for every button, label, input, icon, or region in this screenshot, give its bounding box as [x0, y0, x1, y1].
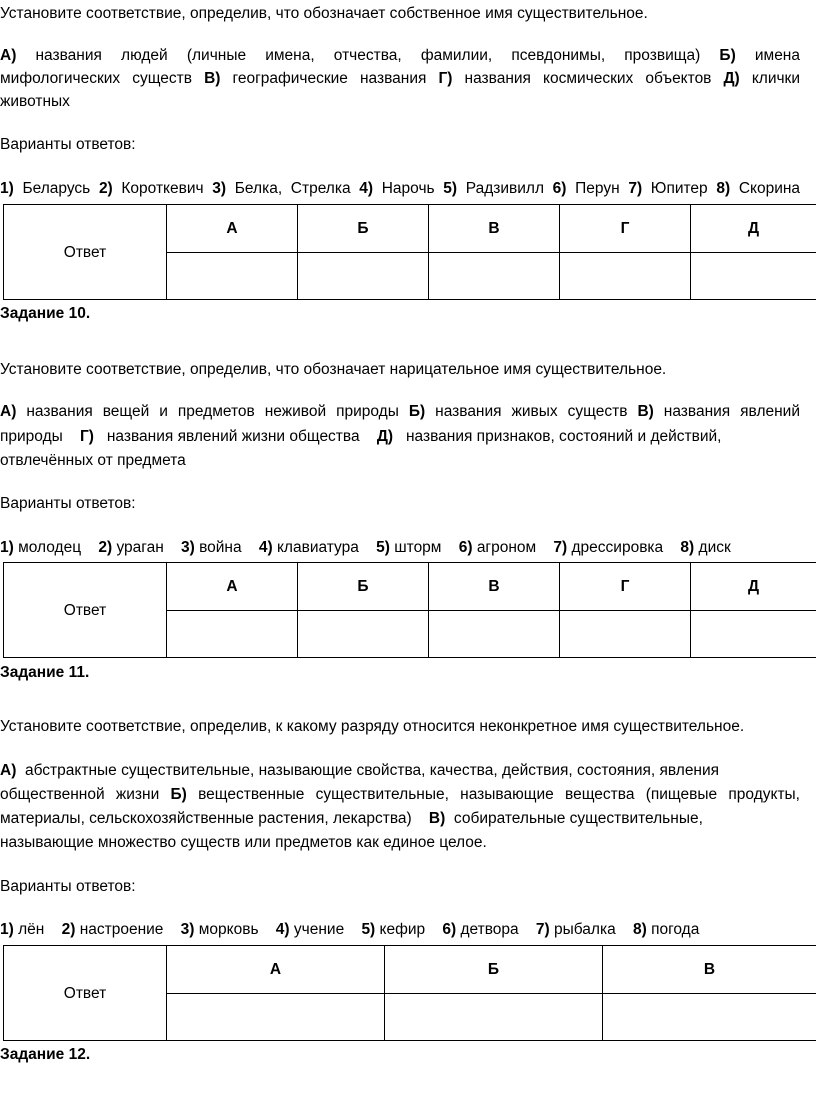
- answer-cell-d[interactable]: [691, 611, 816, 658]
- task9-options: [0, 177, 800, 200]
- task10-options: [0, 536, 740, 559]
- column-header-b: Б: [298, 563, 429, 611]
- task11-answer-table: [3, 945, 816, 1041]
- answer-cell-a[interactable]: [167, 253, 298, 300]
- cat-key: В): [204, 70, 221, 87]
- option-number: 7): [628, 180, 643, 197]
- column-header-b: Б: [385, 946, 603, 994]
- cat-text: называющие множество существ или предметов как единое целое.: [0, 834, 487, 851]
- answer-cell-v[interactable]: [429, 253, 560, 300]
- option-text: Юпитер: [650, 180, 708, 197]
- option-text: Радзивилл: [465, 180, 544, 197]
- option-number: 7): [535, 921, 550, 938]
- cat-text: названия явлений: [663, 403, 800, 420]
- option-text: диск: [698, 539, 731, 556]
- cat-key: Б): [719, 47, 736, 64]
- cat-text: природы: [0, 428, 63, 445]
- option-text: рыбалка: [554, 921, 616, 938]
- option-number: 8): [632, 921, 647, 938]
- cat-text: названия явлений жизни общества: [106, 428, 360, 445]
- column-header-v: В: [603, 946, 816, 994]
- option-text: Перун: [575, 180, 620, 197]
- task11-category-line-3: [0, 807, 790, 830]
- answer-cell-g[interactable]: [560, 253, 691, 300]
- option-number: 4): [359, 180, 374, 197]
- column-header-d: Д: [691, 205, 816, 253]
- answer-cell-b[interactable]: [298, 611, 429, 658]
- cat-key: В): [637, 403, 654, 420]
- answer-cell-g[interactable]: [560, 611, 691, 658]
- option-number: 3): [212, 180, 227, 197]
- option-text: Беларусь: [22, 180, 91, 197]
- task11-variants-label: Варианты ответов:: [0, 878, 136, 895]
- option-number: 5): [376, 539, 390, 556]
- cat-key: А): [0, 403, 17, 420]
- option-number: 5): [361, 921, 376, 938]
- option-number: 2): [98, 539, 113, 556]
- task9-variants-label: Варианты ответов:: [0, 136, 136, 153]
- cat-key: Г): [438, 70, 453, 87]
- task10-intro: Установите соответствие, определив, что обозначает нарицательное имя существительное.: [0, 361, 667, 378]
- cat-text: имена: [754, 47, 800, 64]
- cat-text: вещественные существительные, называющие вещества (пищевые продукты,: [198, 786, 800, 803]
- cat-text: названия признаков, состояний и действий,: [405, 428, 722, 445]
- column-header-a: А: [167, 205, 298, 253]
- option-number: 1): [0, 921, 14, 938]
- cat-text: клички: [751, 70, 801, 87]
- column-header-v: В: [429, 563, 560, 611]
- task11-category-line-1: [0, 759, 790, 782]
- task9-category-line-1: [0, 44, 800, 67]
- answer-label: Ответ: [4, 946, 167, 1041]
- option-number: 2): [61, 921, 76, 938]
- cat-text: собирательные существительные,: [453, 810, 703, 827]
- option-number: 7): [553, 539, 568, 556]
- answer-cell-b[interactable]: [385, 994, 603, 1041]
- option-number: 4): [275, 921, 290, 938]
- option-text: учение: [293, 921, 345, 938]
- cat-text: абстрактные существительные, называющие свойства, качества, действия, состояния, явления: [24, 762, 720, 779]
- cat-text: названия вещей и предметов неживой природы: [26, 403, 399, 420]
- column-header-b: Б: [298, 205, 429, 253]
- task11-title: Задание 11.: [0, 664, 90, 681]
- option-text: шторм: [394, 539, 442, 556]
- answer-label: Ответ: [4, 563, 167, 658]
- cat-key: А): [0, 762, 17, 779]
- option-text: кефир: [379, 921, 426, 938]
- task10-title: Задание 10.: [0, 305, 91, 322]
- option-text: агроном: [476, 539, 537, 556]
- option-text: детвора: [460, 921, 519, 938]
- option-number: 5): [443, 180, 458, 197]
- option-number: 8): [680, 539, 695, 556]
- task9-answer-table: [3, 204, 816, 300]
- option-text: настроение: [79, 921, 164, 938]
- cat-key: Г): [80, 428, 94, 445]
- option-number: 3): [180, 921, 195, 938]
- cat-key: Д): [376, 428, 394, 445]
- option-text: ураган: [116, 539, 164, 556]
- answer-cell-v[interactable]: [603, 994, 816, 1041]
- task11-options: [0, 918, 740, 941]
- option-number: 1): [0, 539, 14, 556]
- cat-text: животных: [0, 93, 70, 110]
- option-number: 8): [716, 180, 731, 197]
- cat-text: общественной жизни: [0, 786, 160, 803]
- task9-category-line-3: [0, 90, 800, 113]
- option-text: погода: [651, 921, 700, 938]
- answer-cell-b[interactable]: [298, 253, 429, 300]
- cat-text: названия живых существ: [435, 403, 628, 420]
- task10-answer-table: [3, 562, 816, 658]
- cat-key: Д): [723, 70, 740, 87]
- column-header-g: Г: [560, 205, 691, 253]
- cat-text: названия людей (личные имена, отчества, фамилии, псевдонимы, прозвища): [35, 47, 701, 64]
- task10-category-line-1: [0, 400, 800, 423]
- cat-text: названия космических объектов: [464, 70, 712, 87]
- task10-category-line-2: [0, 425, 770, 448]
- task9-category-line-2: [0, 67, 800, 90]
- cat-text: отвлечённых от предмета: [0, 452, 186, 469]
- column-header-v: В: [429, 205, 560, 253]
- task11-category-line-4: [0, 831, 800, 854]
- option-text: лён: [18, 921, 45, 938]
- task11-category-line-2: [0, 783, 800, 806]
- column-header-d: Д: [691, 563, 816, 611]
- option-number: 4): [258, 539, 273, 556]
- answer-cell-v[interactable]: [429, 611, 560, 658]
- cat-key: А): [0, 47, 17, 64]
- option-text: клавиатура: [276, 539, 359, 556]
- cat-text: материалы, сельскохозяйственные растения, лекарства): [0, 810, 412, 827]
- option-text: морковь: [198, 921, 259, 938]
- option-text: молодец: [18, 539, 82, 556]
- cat-text: географические названия: [232, 70, 427, 87]
- column-header-g: Г: [560, 563, 691, 611]
- task10-category-line-3: [0, 449, 800, 472]
- option-number: 1): [0, 180, 14, 197]
- answer-cell-d[interactable]: [691, 253, 816, 300]
- answer-cell-a[interactable]: [167, 994, 385, 1041]
- option-number: 6): [458, 539, 473, 556]
- task11-intro: Установите соответствие, определив, к какому разряду относится неконкретное имя существительное.: [0, 718, 745, 735]
- cat-key: Б): [170, 786, 187, 803]
- option-number: 3): [180, 539, 195, 556]
- option-text: Короткевич: [121, 180, 204, 197]
- task9-intro: Установите соответствие, определив, что обозначает собственное имя существительное.: [0, 5, 648, 22]
- option-text: Скорина: [738, 180, 801, 197]
- option-text: дрессировка: [571, 539, 664, 556]
- answer-label: Ответ: [4, 205, 167, 300]
- option-text: Нарочь: [381, 180, 435, 197]
- column-header-a: А: [167, 946, 385, 994]
- option-number: 2): [98, 180, 113, 197]
- cat-key: Б): [408, 403, 426, 420]
- option-text: Белка, Стрелка: [234, 180, 351, 197]
- option-number: 6): [442, 921, 457, 938]
- task12-title: Задание 12.: [0, 1046, 91, 1063]
- answer-cell-a[interactable]: [167, 611, 298, 658]
- option-text: война: [199, 539, 242, 556]
- cat-key: В): [428, 810, 446, 827]
- column-header-a: А: [167, 563, 298, 611]
- option-number: 6): [552, 180, 567, 197]
- cat-text: мифологических существ: [0, 70, 192, 87]
- task10-variants-label: Варианты ответов:: [0, 495, 136, 512]
